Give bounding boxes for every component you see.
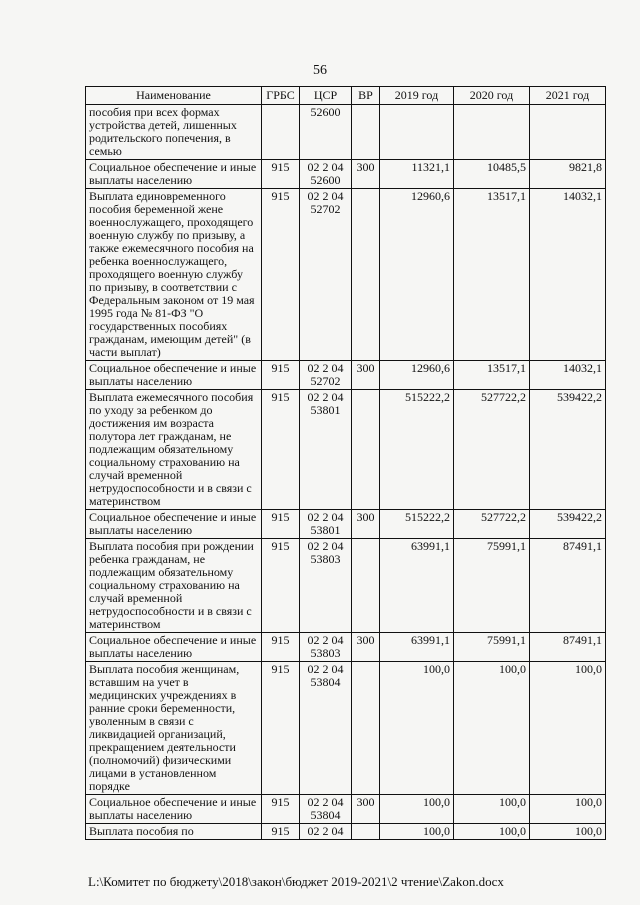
row-vr-cell	[352, 662, 380, 795]
table-row	[86, 105, 606, 160]
row-2021-cell: 100,0	[530, 795, 606, 824]
row-2020-cell: 75991,1	[454, 539, 530, 633]
row-vr-cell: 300	[352, 510, 380, 539]
row-2019-cell: 100,0	[380, 824, 454, 840]
table-body	[86, 105, 606, 840]
row-2021-cell: 9821,8	[530, 160, 606, 189]
row-name-cell: Выплата пособия женщинам, вставшим на учет в медицинских учреждениях в ранние сроки беременности, уволенным в связи с ликвидацией организаций, прекращением деятельности (полномочий) физическими лицами в установленном порядке	[86, 662, 262, 795]
row-name-cell: Социальное обеспечение и иные выплаты населению	[86, 510, 262, 539]
row-name-cell: пособия при всех формах устройства детей, лишенных родительского попечения, в семью	[86, 105, 262, 160]
row-2019-cell: 11321,1	[380, 160, 454, 189]
row-2020-cell	[454, 105, 530, 160]
row-grbs-cell: 915	[262, 361, 300, 390]
row-csr-cell: 02 2 04 53801	[300, 510, 352, 539]
row-csr-cell: 02 2 04 53804	[300, 795, 352, 824]
row-name-cell: Социальное обеспечение и иные выплаты населению	[86, 361, 262, 390]
row-name-cell: Выплата пособия при рождении ребенка гражданам, не подлежащим обязательному социальному страхованию на случай временной нетрудоспособности и в связи с материнством	[86, 539, 262, 633]
row-2019-cell	[380, 105, 454, 160]
row-2021-cell: 87491,1	[530, 633, 606, 662]
row-2020-cell: 13517,1	[454, 189, 530, 361]
table-row	[86, 662, 606, 795]
header-2019: 2019 год	[380, 87, 454, 105]
row-2021-cell	[530, 105, 606, 160]
row-vr-cell	[352, 390, 380, 510]
row-vr-cell: 300	[352, 633, 380, 662]
row-grbs-cell: 915	[262, 160, 300, 189]
budget-table	[85, 86, 606, 840]
row-2021-cell: 14032,1	[530, 361, 606, 390]
row-grbs-cell: 915	[262, 633, 300, 662]
header-name: Наименование	[86, 87, 262, 105]
table-row	[86, 510, 606, 539]
row-grbs-cell: 915	[262, 189, 300, 361]
row-grbs-cell: 915	[262, 510, 300, 539]
row-csr-cell: 02 2 04 52600	[300, 160, 352, 189]
row-2020-cell: 527722,2	[454, 390, 530, 510]
table-row	[86, 390, 606, 510]
row-vr-cell: 300	[352, 795, 380, 824]
row-2019-cell: 63991,1	[380, 633, 454, 662]
row-vr-cell	[352, 189, 380, 361]
row-vr-cell	[352, 539, 380, 633]
row-2020-cell: 100,0	[454, 824, 530, 840]
row-2020-cell: 527722,2	[454, 510, 530, 539]
row-2020-cell: 10485,5	[454, 160, 530, 189]
row-csr-cell: 02 2 04 53803	[300, 633, 352, 662]
row-2020-cell: 100,0	[454, 662, 530, 795]
table-row	[86, 795, 606, 824]
row-grbs-cell: 915	[262, 662, 300, 795]
row-csr-cell: 02 2 04 53801	[300, 390, 352, 510]
table-row	[86, 633, 606, 662]
row-2021-cell: 539422,2	[530, 510, 606, 539]
header-2020: 2020 год	[454, 87, 530, 105]
row-csr-cell: 52600	[300, 105, 352, 160]
header-grbs: ГРБС	[262, 87, 300, 105]
row-csr-cell: 02 2 04 52702	[300, 189, 352, 361]
header-2021: 2021 год	[530, 87, 606, 105]
header-csr: ЦСР	[300, 87, 352, 105]
row-2019-cell: 12960,6	[380, 189, 454, 361]
row-2021-cell: 539422,2	[530, 390, 606, 510]
row-2021-cell: 100,0	[530, 824, 606, 840]
page-number: 56	[313, 63, 327, 78]
row-2019-cell: 63991,1	[380, 539, 454, 633]
row-name-cell: Социальное обеспечение и иные выплаты населению	[86, 633, 262, 662]
row-2019-cell: 515222,2	[380, 510, 454, 539]
row-vr-cell: 300	[352, 160, 380, 189]
row-name-cell: Социальное обеспечение и иные выплаты населению	[86, 795, 262, 824]
row-name-cell: Социальное обеспечение и иные выплаты населению	[86, 160, 262, 189]
row-csr-cell: 02 2 04 53803	[300, 539, 352, 633]
row-name-cell: Выплата единовременного пособия беременной жене военнослужащего, проходящего военную службу по призыву, а также ежемесячного пособия на ребенка военнослужащего, проходящего военную службу по призыву, в соответствии с Федеральным законом от 19 мая 1995 года № 81-ФЗ "О государственных пособиях гражданам, имеющим детей" (в части выплат)	[86, 189, 262, 361]
row-2019-cell: 100,0	[380, 662, 454, 795]
row-2021-cell: 100,0	[530, 662, 606, 795]
row-vr-cell: 300	[352, 361, 380, 390]
row-2021-cell: 14032,1	[530, 189, 606, 361]
row-vr-cell	[352, 824, 380, 840]
row-grbs-cell: 915	[262, 795, 300, 824]
row-2019-cell: 100,0	[380, 795, 454, 824]
row-2020-cell: 75991,1	[454, 633, 530, 662]
header-vr: ВР	[352, 87, 380, 105]
table-row	[86, 189, 606, 361]
row-vr-cell	[352, 105, 380, 160]
table-row	[86, 361, 606, 390]
row-grbs-cell: 915	[262, 539, 300, 633]
row-name-cell: Выплата ежемесячного пособия по уходу за ребенком до достижения им возраста полутора лет гражданам, не подлежащим обязательному социальному страхованию на случай временной нетрудоспособности и в связи с материнством	[86, 390, 262, 510]
row-2019-cell: 515222,2	[380, 390, 454, 510]
table-row	[86, 824, 606, 840]
row-csr-cell: 02 2 04 53804	[300, 662, 352, 795]
row-2020-cell: 100,0	[454, 795, 530, 824]
row-csr-cell: 02 2 04 52702	[300, 361, 352, 390]
row-grbs-cell: 915	[262, 390, 300, 510]
row-csr-cell: 02 2 04	[300, 824, 352, 840]
table-header-row	[86, 87, 606, 105]
row-2021-cell: 87491,1	[530, 539, 606, 633]
row-2019-cell: 12960,6	[380, 361, 454, 390]
table-row	[86, 539, 606, 633]
footer-file-path: L:\Комитет по бюджету\2018\закон\бюджет 2019-2021\2 чтение\Zakon.docx	[88, 874, 504, 889]
row-2020-cell: 13517,1	[454, 361, 530, 390]
row-grbs-cell: 915	[262, 824, 300, 840]
table-row	[86, 160, 606, 189]
row-grbs-cell	[262, 105, 300, 160]
row-name-cell: Выплата пособия по	[86, 824, 262, 840]
